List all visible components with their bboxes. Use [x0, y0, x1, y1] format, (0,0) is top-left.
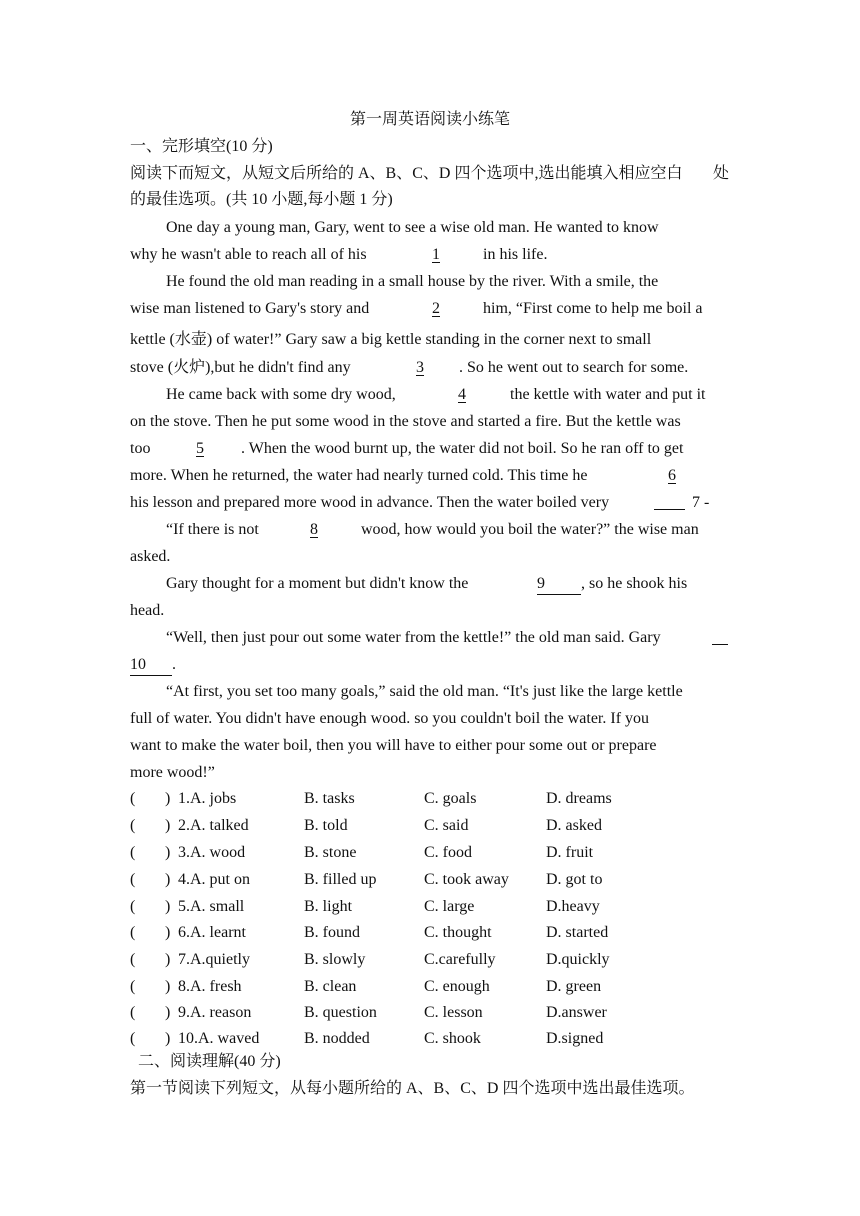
- passage-text: more. When he returned, the water had nearly turned cold. This time he: [130, 467, 588, 484]
- option-a: 2.A. talked: [178, 817, 249, 834]
- blank-9-number: 9: [537, 575, 545, 592]
- passage-line: kettle (水壶) of water!” Gary saw a big kettle standing in the corner next to small: [130, 331, 652, 348]
- passage-line: [130, 245, 730, 265]
- option-a: 8.A. fresh: [178, 978, 242, 995]
- blank-4: 4: [458, 386, 466, 403]
- instruction-text: 阅读下而短文，从短文后所给的 A、B、C、D 四个选项中,选出能填入相应空白: [130, 165, 683, 182]
- passage-text: in his life.: [483, 246, 548, 263]
- answer-paren-close: ): [165, 817, 171, 834]
- blank-5: 5: [196, 440, 204, 457]
- answer-paren-open: (: [130, 817, 136, 834]
- answer-paren-open: (: [130, 951, 136, 968]
- option-c: C. thought: [424, 924, 492, 941]
- answer-paren-open: (: [130, 1004, 136, 1021]
- passage-line: He found the old man reading in a small house by the river. With a smile, the: [166, 273, 659, 290]
- option-a: 10.A. waved: [178, 1030, 260, 1047]
- option-c: C. lesson: [424, 1004, 483, 1021]
- answer-paren-open: (: [130, 844, 136, 861]
- answer-paren-open: (: [130, 978, 136, 995]
- option-c: C. food: [424, 844, 472, 861]
- blank-3: 3: [416, 359, 424, 376]
- blank-6: 6: [668, 467, 676, 484]
- option-c: C. enough: [424, 978, 490, 995]
- passage-text: . When the wood burnt up, the water did not boil. So he ran off to get: [241, 440, 684, 457]
- passage-text: “Well, then just pour out some water from the kettle!” the old man said. Gary: [166, 629, 661, 646]
- blank-10: [130, 655, 172, 676]
- passage-text: too: [130, 440, 151, 457]
- answer-paren-close: ): [165, 951, 171, 968]
- blank-10-line: [712, 628, 728, 645]
- answer-paren-close: ): [165, 1030, 171, 1047]
- option-b: B. slowly: [304, 951, 366, 968]
- passage-line: “At first, you set too many goals,” said the old man. “It's just like the large kettle: [166, 683, 683, 700]
- option-d: D.heavy: [546, 898, 600, 915]
- answer-paren-close: ): [165, 871, 171, 888]
- option-c: C.carefully: [424, 951, 496, 968]
- option-b: B. found: [304, 924, 360, 941]
- passage-line: on the stove. Then he put some wood in the stove and started a fire. But the kettle was: [130, 413, 681, 430]
- option-b: B. clean: [304, 978, 357, 995]
- option-b: B. filled up: [304, 871, 377, 888]
- option-b: B. nodded: [304, 1030, 370, 1047]
- option-d: D. asked: [546, 817, 602, 834]
- option-a: 1.A. jobs: [178, 790, 237, 807]
- option-d: D. dreams: [546, 790, 612, 807]
- blank-8: 8: [310, 521, 318, 538]
- option-a: 7.A.quietly: [178, 951, 250, 968]
- option-d: D. got to: [546, 871, 603, 888]
- passage-text: , so he shook his: [581, 575, 688, 592]
- answer-paren-close: ): [165, 844, 171, 861]
- answer-paren-open: (: [130, 871, 136, 888]
- option-d: D. green: [546, 978, 602, 995]
- passage-text: . So he went out to search for some.: [459, 359, 689, 376]
- section2-instruction: 第一节阅读下列短文，从每小题所给的 A、B、C、D 四个选项中选出最佳选项。: [130, 1080, 695, 1097]
- blank-2: 2: [432, 300, 440, 317]
- blank-7: 7 -: [692, 494, 710, 511]
- answer-paren-open: (: [130, 1030, 136, 1047]
- passage-text: He came back with some dry wood,: [166, 386, 396, 403]
- passage-line: head.: [130, 602, 165, 619]
- option-d: D. started: [546, 924, 609, 941]
- passage-text: the kettle with water and put it: [510, 386, 706, 403]
- answer-paren-close: ): [165, 898, 171, 915]
- option-c: C. large: [424, 898, 475, 915]
- option-d: D. fruit: [546, 844, 594, 861]
- passage-line: want to make the water boil, then you will have to either pour some out or prepare: [130, 737, 657, 754]
- option-c: C. goals: [424, 790, 477, 807]
- option-b: B. tasks: [304, 790, 355, 807]
- option-b: B. light: [304, 898, 353, 915]
- passage-text: why he wasn't able to reach all of his: [130, 246, 367, 263]
- passage-text: him, “First come to help me boil a: [483, 300, 703, 317]
- passage-line: full of water. You didn't have enough wood. so you couldn't boil the water. If you: [130, 710, 650, 727]
- answer-paren-open: (: [130, 790, 136, 807]
- answer-paren-close: ): [165, 790, 171, 807]
- passage-text: wise man listened to Gary's story and: [130, 300, 370, 317]
- answer-paren-close: ): [165, 978, 171, 995]
- passage-text: Gary thought for a moment but didn't know the: [166, 575, 469, 592]
- passage-text: his lesson and prepared more wood in advance. Then the water boiled very: [130, 494, 610, 511]
- passage-text: .: [172, 656, 176, 673]
- option-d: D.quickly: [546, 951, 610, 968]
- document-title: 第一周英语阅读小练笔: [349, 111, 510, 128]
- answer-paren-close: ): [165, 1004, 171, 1021]
- section2-heading: 二、阅读理解(40 分): [138, 1053, 281, 1070]
- blank-1: 1: [432, 246, 440, 263]
- option-a: 6.A. learnt: [178, 924, 246, 941]
- option-b: B. question: [304, 1004, 377, 1021]
- blank-10-number: 10: [130, 656, 146, 673]
- answer-paren-open: (: [130, 898, 136, 915]
- passage-line: asked.: [130, 548, 171, 565]
- blank-7-line: [654, 493, 685, 510]
- answer-paren-close: ): [165, 924, 171, 941]
- option-b: B. stone: [304, 844, 357, 861]
- passage-text: “If there is not: [166, 521, 259, 538]
- option-a: 4.A. put on: [178, 871, 250, 888]
- passage-line: One day a young man, Gary, went to see a wise old man. He wanted to know: [166, 219, 659, 236]
- section1-instruction-line2: 的最佳选项。(共 10 小题,每小题 1 分): [130, 191, 393, 208]
- option-c: C. took away: [424, 871, 509, 888]
- passage-line: more wood!”: [130, 764, 215, 781]
- option-d: D.answer: [546, 1004, 607, 1021]
- option-c: C. said: [424, 817, 469, 834]
- option-a: 9.A. reason: [178, 1004, 252, 1021]
- answer-paren-open: (: [130, 924, 136, 941]
- option-b: B. told: [304, 817, 348, 834]
- instruction-text-end: 处: [712, 165, 729, 182]
- passage-text: wood, how would you boil the water?” the wise man: [361, 521, 699, 538]
- section1-instruction-line1: [130, 164, 729, 184]
- section1-heading: 一、完形填空(10 分): [130, 138, 273, 155]
- option-c: C. shook: [424, 1030, 481, 1047]
- option-a: 5.A. small: [178, 898, 245, 915]
- passage-text: stove (火炉),but he didn't find any: [130, 359, 351, 376]
- blank-9: [537, 574, 581, 595]
- option-d: D.signed: [546, 1030, 604, 1047]
- option-a: 3.A. wood: [178, 844, 246, 861]
